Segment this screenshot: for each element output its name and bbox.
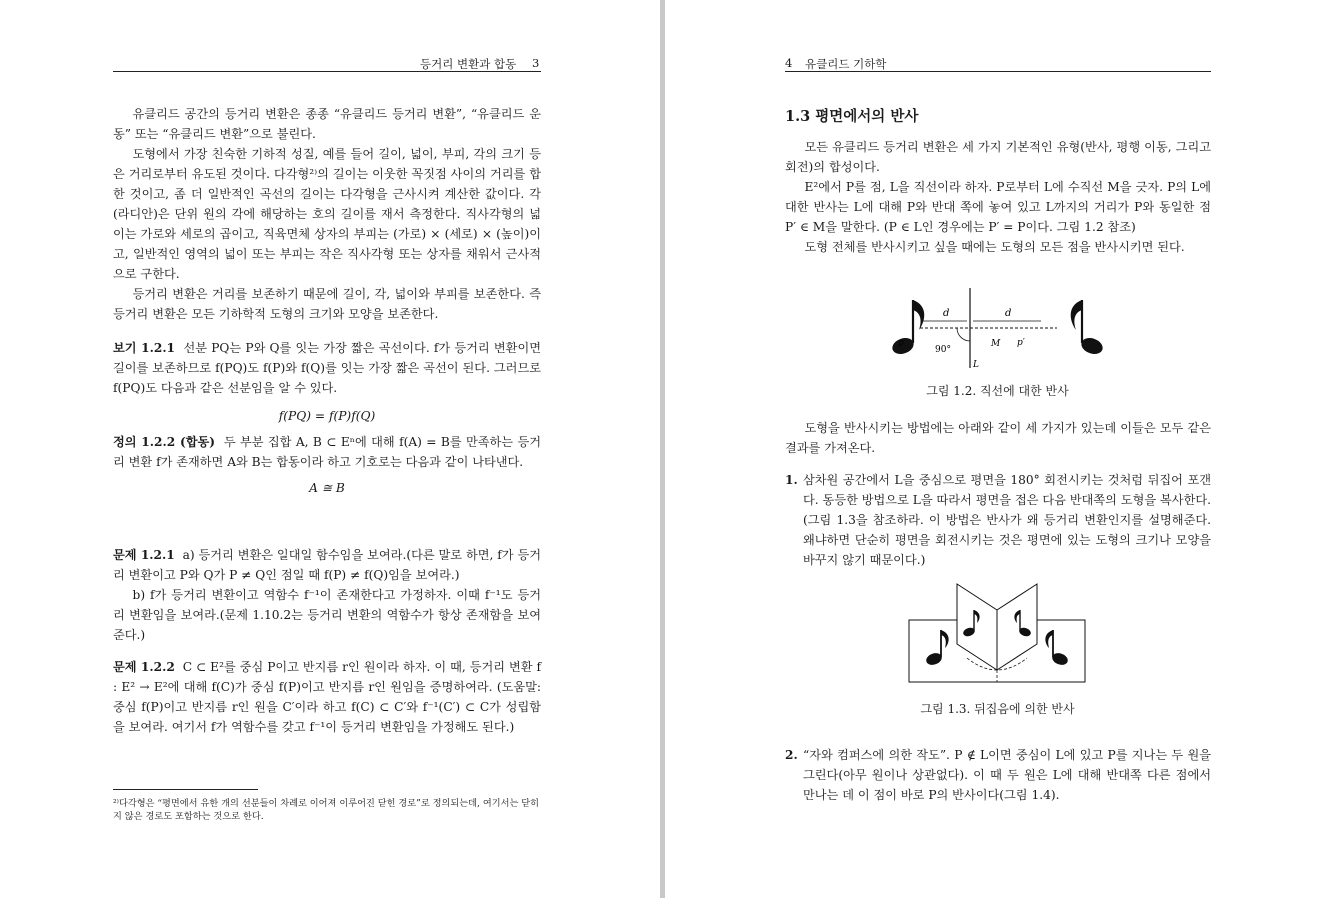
left-header-title: 등거리 변환과 합동 [420, 57, 517, 71]
right-page [665, 0, 1322, 898]
problem-block [113, 545, 541, 737]
label-d-right: d [1005, 308, 1012, 319]
example-block [113, 338, 541, 498]
right-header-page-number: 4 [785, 56, 793, 70]
example-label: 보기 1.2.1 [113, 341, 176, 355]
left-body-intro [113, 104, 541, 324]
paragraph: 유클리드 공간의 등거리 변환은 종종 “유클리드 등거리 변환”, “유클리드 운동” 또는 “유클리드 변환”으로 불린다. [113, 107, 541, 141]
right-header-title: 유클리드 기하학 [805, 57, 887, 71]
note-figure-right [1071, 300, 1105, 357]
problem1-part-a: a) 등거리 변환은 일대일 함수임을 보여라.(다른 말로 하면, f가 등거리 변환이고 P와 Q가 P ≠ Q인 점일 때 f(P) ≠ f(Q)임을 보여라.) [113, 548, 542, 582]
figure-reflection-line [885, 286, 1110, 372]
label-p-prime: p′ [1017, 338, 1025, 348]
list-text: 삼차원 공간에서 L을 중심으로 평면을 180° 회전시키는 것처럼 뒤집어 포갠다. 동등한 방법으로 L을 따라서 평면을 접은 다음 반대쪽의 도형을 복사한다. (그림 1.3을 참조하라. 이 방법은 반사가 왜 등거리 변환인지를 설명해준다. 왜냐하면 단순히 평면을 회전시키는 것은 평면에 있는 도형의 크기나 모양을 바꾸지 않기 때문이다.) [803, 473, 1211, 567]
definition-label: 정의 1.2.2 (합동) [113, 435, 216, 449]
left-header-page-number: 3 [532, 56, 540, 70]
definition-text: 두 부분 집합 A, B ⊂ Eⁿ에 대해 f(A) = B를 만족하는 등거리 변환 f가 존재하면 A와 B는 합동이라 하고 기호로는 다음과 같이 나타낸다. [113, 435, 541, 469]
paragraph: 도형 전체를 반사시키고 싶을 때에는 도형의 모든 점을 반사시키면 된다. [804, 240, 1185, 254]
label-m: M [991, 339, 1001, 349]
paragraph: 모든 유클리드 등거리 변환은 세 가지 기본적인 유형(반사, 평행 이동, 그리고 회전)의 합성이다. [785, 140, 1211, 174]
right-angle-mark [957, 328, 970, 341]
example-text: 선분 PQ는 P와 Q를 잇는 가장 짧은 곡선이다. f가 등거리 변환이면 길이를 보존하므로 f(PQ)도 f(P)와 f(Q)를 잇는 가장 짧은 곡선이 된다. 그러므로 f(PQ)도 다음과 같은 선분임을 알 수 있다. [113, 341, 542, 395]
paragraph: 도형에서 가장 친숙한 기하적 성질, 예를 들어 길이, 넓이, 부피, 각의 크기 등은 거리로부터 유도된 것이다. 다각형²⁾의 길이는 이웃한 꼭짓점 사이의 거리를 합한 것이고, 좀 더 일반적인 곡선의 길이는 다각형을 근사시켜 계산한 값이다. 각(라디안)은 단위 원의 각에 해당하는 호의 길이를 재서 측정한다. 직사각형의 넓이는 가로와 세로의 곱이고, 직육면체 상자의 부피는 (가로) × (세로) × (높이)이고, 일반적인 영역의 넓이 또는 부피는 작은 직사각형 또는 상자를 채워서 근사적으로 구한다. [113, 147, 541, 281]
figure3-caption: 그림 1.3. 뒤집음에 의한 반사 [920, 702, 1075, 716]
left-header-rule [113, 71, 541, 72]
list-number: 2. [785, 748, 798, 762]
problem1-label: 문제 1.2.1 [113, 548, 175, 562]
label-angle: 90° [935, 345, 951, 355]
list-item [785, 470, 1211, 570]
label-p: p [898, 338, 904, 348]
list-item [785, 745, 1211, 805]
label-l: L [973, 360, 979, 370]
note-figure-left [890, 300, 924, 357]
figure-fold-reflection [907, 582, 1089, 686]
methods-intro [785, 418, 1211, 458]
method-list-1 [785, 470, 1211, 582]
footnote: ²⁾다각형은 “평면에서 유한 개의 선분들이 차례로 이어져 이루어진 닫힌 경로”로 정의되는데, 여기서는 닫히지 않은 경로도 포함하는 것으로 한다. [113, 798, 540, 822]
footnote-rule [113, 789, 258, 790]
problem1-part-b: b) f가 등거리 변환이고 역함수 f⁻¹이 존재한다고 가정하자. 이때 f⁻¹도 등거리 변환임을 보여라.(문제 1.10.2는 등거리 변환의 역함수가 항상 존재함을 보여준다.) [113, 588, 541, 642]
right-header-rule [785, 71, 1211, 72]
list-number: 1. [785, 473, 798, 487]
label-d-left: d [943, 308, 950, 319]
left-page [0, 0, 660, 898]
paragraph: 도형을 반사시키는 방법에는 아래와 같이 세 가지가 있는데 이들은 모두 같은 결과를 가져온다. [785, 421, 1211, 455]
right-body-intro [785, 137, 1211, 257]
problem2-text: C ⊂ E²를 중심 P이고 반지름 r인 원이라 하자. 이 때, 등거리 변환 f : E² → E²에 대해 f(C)가 중심 f(P)이고 반지름 r인 원임을 증명하여라. (도움말: 중심 f(P)이고 반지름 r인 원을 C′이라 하고 f(C) ⊂ C′와 f⁻¹(C′) ⊂ C가 성립함을 보여라. 여기서 f가 역함수를 갖고 f⁻¹이 등거리 변환임을 가정해도 된다.) [113, 660, 542, 734]
definition-equation: A ≅ B [309, 481, 345, 495]
figure2-caption: 그림 1.2. 직선에 대한 반사 [926, 384, 1069, 398]
example-equation: f(PQ) = f(P)f(Q) [278, 409, 376, 423]
problem2-label: 문제 1.2.2 [113, 660, 175, 674]
section-title: 1.3 평면에서의 반사 [785, 108, 919, 125]
paragraph: E²에서 P를 점, L을 직선이라 하자. P로부터 L에 수직선 M을 긋자. P의 L에 대한 반사는 L에 대해 P와 반대 쪽에 놓여 있고 L까지의 거리가 P와 동일한 점 P′ ∈ M을 말한다. (P ∈ L인 경우에는 P′ = P이다. 그림 1.2 참조) [785, 180, 1211, 234]
method-list-2 [785, 745, 1211, 817]
list-text: “자와 컴퍼스에 의한 작도”. P ∉ L이면 중심이 L에 있고 P를 지나는 두 원을 그린다(아무 원이나 상관없다). 이 때 두 원은 L에 대해 반대쪽 다른 점에서 만나는 데 이 점이 바로 P의 반사이다(그림 1.4). [803, 748, 1211, 802]
paragraph: 등거리 변환은 거리를 보존하기 때문에 길이, 각, 넓이와 부피를 보존한다. 즉 등거리 변환은 모든 기하학적 도형의 크기와 모양을 보존한다. [113, 287, 541, 321]
